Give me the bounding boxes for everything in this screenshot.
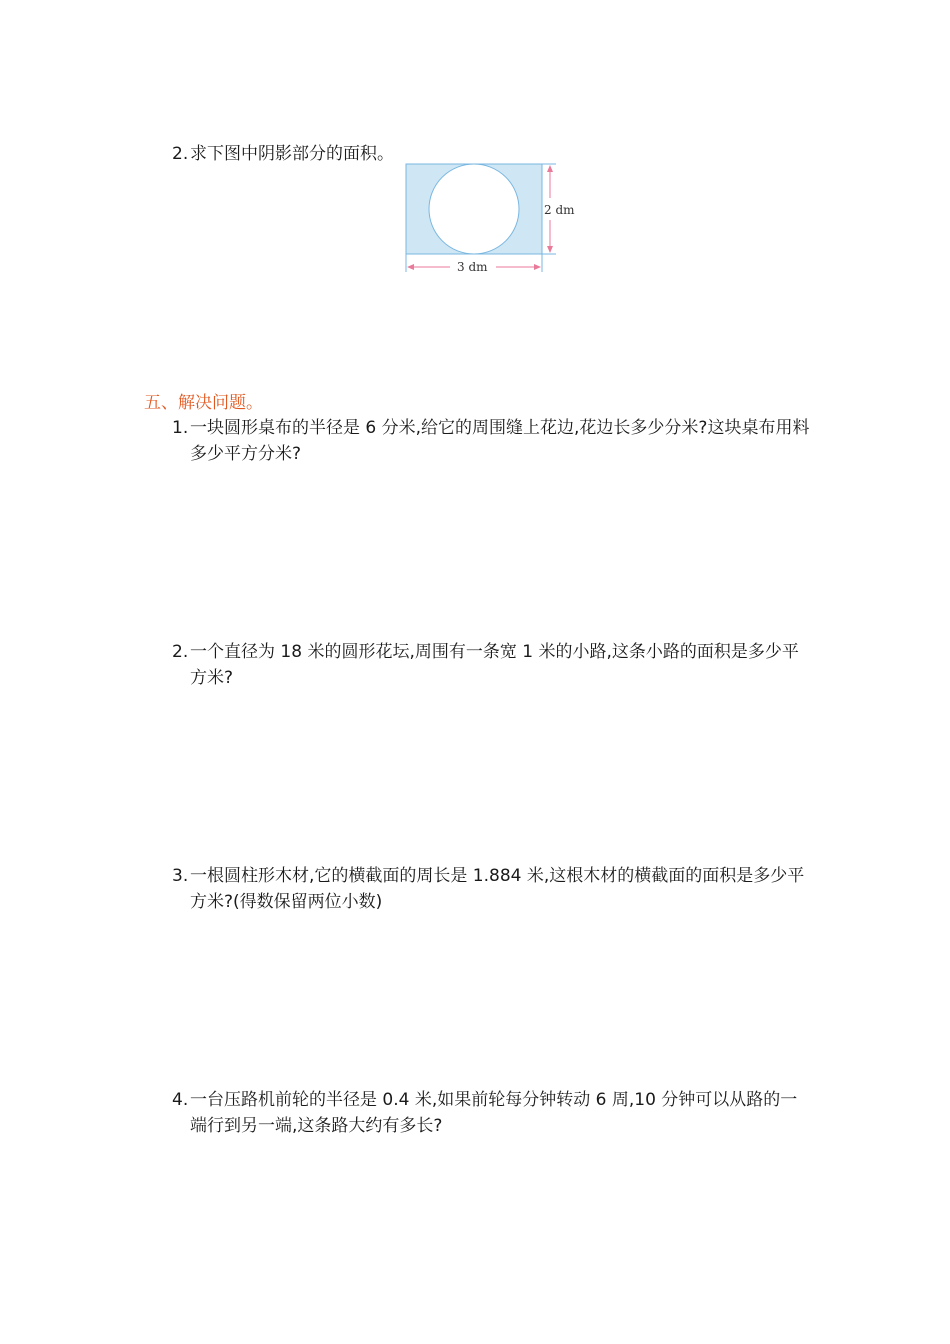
shaded-area-figure — [400, 158, 590, 278]
width-label: 3 dm — [457, 260, 488, 274]
question-number: 2. — [172, 642, 189, 662]
question-text: 求下图中阴影部分的面积。 — [190, 144, 394, 164]
white-circle — [429, 164, 519, 254]
question-text: 一根圆柱形木材,它的横截面的周长是 1.884 米,这根木材的横截面的面积是多少平方米?(得数保留两位小数) — [190, 866, 805, 912]
question-number: 4. — [172, 1090, 189, 1110]
question-text: 一块圆形桌布的半径是 6 分米,给它的周围缝上花边,花边长多少分米?这块桌布用料多少平方分米? — [190, 418, 810, 464]
question-number: 3. — [172, 866, 189, 886]
question-text: 一个直径为 18 米的圆形花坛,周围有一条宽 1 米的小路,这条小路的面积是多少平方米? — [190, 642, 799, 688]
section-title: 五、解决问题。 — [144, 393, 263, 413]
question-5-3 — [172, 863, 812, 915]
question-5-2 — [172, 639, 812, 691]
question-5-1 — [172, 415, 812, 467]
question-number: 1. — [172, 418, 189, 438]
question-number: 2. — [172, 144, 189, 164]
question-text: 一台压路机前轮的半径是 0.4 米,如果前轮每分钟转动 6 周,10 分钟可以从路的一端行到另一端,这条路大约有多长? — [190, 1090, 798, 1136]
question-5-4 — [172, 1087, 812, 1139]
height-label: 2 dm — [544, 203, 575, 217]
